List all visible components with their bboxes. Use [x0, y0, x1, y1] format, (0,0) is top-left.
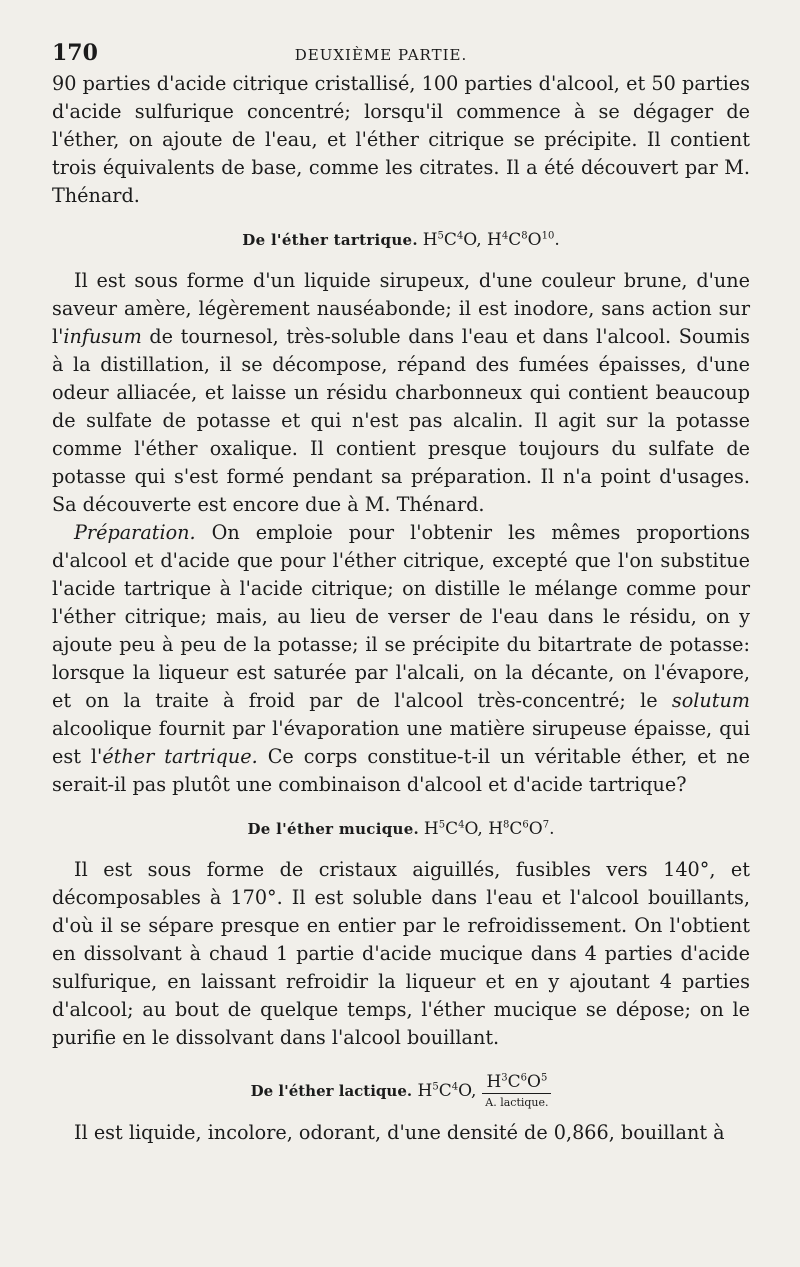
- page-header: [52, 40, 750, 70]
- fraction-numerator: $H^3C^6O^5$: [482, 1072, 551, 1094]
- paragraph-tartrique-description: Il est sous forme d'un liquide sirupeux, d'une couleur brune, d'une saveur amère, légèrement nauséabonde; il est inodore, sans action sur l'infusum de tournesol, très-soluble dans l'eau et dans l'alcool. Soumis à la distillation, il se décompose, répand des fumées épaisses, d'une odeur alliacée, et laisse un résidu charbonneux qui contient beaucoup de sulfate de potasse et qui n'est pas alcalin. Il agit sur la potasse comme l'éther oxalique. Il contient presque toujours du sulfate de potasse qui s'est formé pendant sa préparation. Il n'a point d'usages. Sa découverte est encore due à M. Thénard.: [52, 269, 750, 516]
- fraction-label: A. lactique.: [485, 1096, 549, 1109]
- heading-ether-mucique: [52, 819, 750, 839]
- heading-title: De l'éther tartrique.: [242, 231, 418, 249]
- heading-title: De l'éther lactique.: [250, 1081, 413, 1100]
- paragraph-mucique-description: Il est sous forme de cristaux aiguillés, fusibles vers 140°, et décomposables à 170°. Il est soluble dans l'eau et l'alcool bouillants, d'où il se sépare presque en entier par le refroidissement. On l'obtient en dissolvant à chaud 1 partie d'acide mucique dans 4 parties d'acide sulfurique, en laissant refroidir la liqueur et en y ajoutant 4 parties d'alcool; au bout de quelque temps, l'éther mucique se dépose; on le purifie en le dissolvant dans l'alcool bouillant.: [52, 858, 750, 1049]
- chemical-formula: $H^5C^4O$,: [417, 1080, 477, 1101]
- heading-ether-tartrique: [52, 230, 750, 250]
- chemical-formula: $H^5C^4O$, $H^8C^6O^7$.: [423, 819, 555, 839]
- heading-ether-lactique: [52, 1072, 750, 1109]
- paragraph-intro: 90 parties d'acide citrique cristallisé, 100 parties d'alcool, et 50 parties d'acide sulfurique concentré; lorsqu'il commence à se dégager de l'éther, on ajoute de l'eau, et l'éther citrique se précipite. Il contient trois équivalents de base, comme les citrates. Il a été découvert par M. Thénard.: [52, 72, 750, 207]
- paragraph-lactique-description: Il est liquide, incolore, odorant, d'une densité de 0,866, bouillant à: [74, 1121, 725, 1144]
- chemical-formula: $H^5C^4O$, $H^4C^8O^{10}$.: [422, 230, 560, 250]
- formula-fraction: [482, 1072, 551, 1109]
- running-title: DEUXIÈME PARTIE.: [294, 46, 468, 64]
- page-number: 170: [52, 40, 98, 66]
- preparation-label: Préparation.: [74, 521, 196, 544]
- heading-title: De l'éther mucique.: [247, 820, 420, 838]
- paragraph-tartrique-preparation: Préparation. On emploie pour l'obtenir les mêmes proportions d'alcool et d'acide que pour l'éther citrique, excepté que l'on substitue l'acide tartrique à l'acide citrique; on distille le mélange comme pour l'éther citrique; mais, au lieu de verser de l'eau dans le résidu, on y ajoute peu à peu de la potasse; il se précipite du bitartrate de potasse: lorsque la liqueur est saturée par l'alcali, on la décante, on l'évapore, et on la traite à froid par de l'alcool très-concentré; le solutum alcoolique fournit par l'évaporation une matière sirupeuse épaisse, qui est l'éther tartrique. Ce corps constitue-t-il un véritable éther, et ne serait-il pas plutôt une combinaison d'alcool et d'acide tartrique?: [52, 521, 750, 796]
